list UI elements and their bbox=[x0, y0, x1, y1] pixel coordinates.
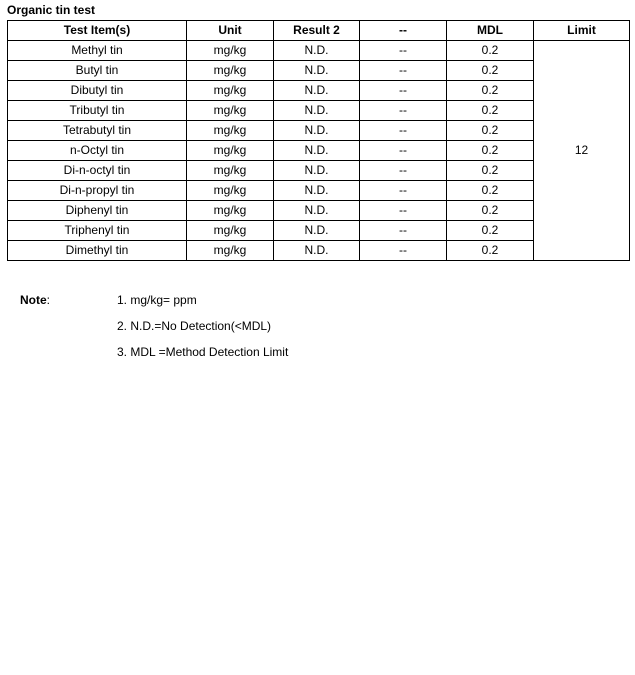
unit-cell: mg/kg bbox=[187, 161, 274, 181]
result-cell: N.D. bbox=[274, 161, 360, 181]
column-header-test-item: Test Item(s) bbox=[8, 21, 187, 41]
test-item-cell: Tetrabutyl tin bbox=[8, 121, 187, 141]
unit-cell: mg/kg bbox=[187, 221, 274, 241]
unit-cell: mg/kg bbox=[187, 41, 274, 61]
column-header-limit: Limit bbox=[534, 21, 630, 41]
mdl-cell: 0.2 bbox=[447, 81, 534, 101]
test-item-cell: Dibutyl tin bbox=[8, 81, 187, 101]
mdl-cell: 0.2 bbox=[447, 221, 534, 241]
dash-cell: -- bbox=[360, 241, 447, 261]
dash-cell: -- bbox=[360, 181, 447, 201]
result-cell: N.D. bbox=[274, 141, 360, 161]
unit-cell: mg/kg bbox=[187, 61, 274, 81]
mdl-cell: 0.2 bbox=[447, 181, 534, 201]
note-label bbox=[20, 293, 50, 308]
unit-cell: mg/kg bbox=[187, 201, 274, 221]
test-item-cell: Methyl tin bbox=[8, 41, 187, 61]
notes-list bbox=[117, 293, 288, 371]
dash-cell: -- bbox=[360, 81, 447, 101]
unit-cell: mg/kg bbox=[187, 81, 274, 101]
mdl-cell: 0.2 bbox=[447, 241, 534, 261]
dash-cell: -- bbox=[360, 201, 447, 221]
note-item: 3. MDL =Method Detection Limit bbox=[117, 345, 289, 359]
table-row bbox=[8, 41, 630, 61]
result-cell: N.D. bbox=[274, 201, 360, 221]
test-item-cell: Dimethyl tin bbox=[8, 241, 187, 261]
mdl-cell: 0.2 bbox=[447, 121, 534, 141]
note-label-text: Note bbox=[20, 293, 47, 307]
unit-cell: mg/kg bbox=[187, 181, 274, 201]
test-item-cell: n-Octyl tin bbox=[8, 141, 187, 161]
limit-cell: 12 bbox=[534, 41, 630, 261]
unit-cell: mg/kg bbox=[187, 101, 274, 121]
column-header-mdl: MDL bbox=[447, 21, 534, 41]
table-header-row bbox=[8, 21, 630, 41]
test-item-cell: Di-n-propyl tin bbox=[8, 181, 187, 201]
mdl-cell: 0.2 bbox=[447, 41, 534, 61]
result-cell: N.D. bbox=[274, 61, 360, 81]
test-item-cell: Triphenyl tin bbox=[8, 221, 187, 241]
test-item-cell: Butyl tin bbox=[8, 61, 187, 81]
unit-cell: mg/kg bbox=[187, 121, 274, 141]
mdl-cell: 0.2 bbox=[447, 61, 534, 81]
column-header-dash: -- bbox=[360, 21, 447, 41]
note-label-separator: : bbox=[46, 293, 51, 307]
page-title: Organic tin test bbox=[7, 3, 96, 17]
column-header-unit: Unit bbox=[187, 21, 274, 41]
unit-cell: mg/kg bbox=[187, 141, 274, 161]
dash-cell: -- bbox=[360, 161, 447, 181]
results-table bbox=[7, 20, 630, 261]
column-header-result: Result 2 bbox=[274, 21, 360, 41]
result-cell: N.D. bbox=[274, 121, 360, 141]
dash-cell: -- bbox=[360, 121, 447, 141]
note-item: 1. mg/kg= ppm bbox=[117, 293, 197, 307]
mdl-cell: 0.2 bbox=[447, 161, 534, 181]
result-cell: N.D. bbox=[274, 221, 360, 241]
test-item-cell: Di-n-octyl tin bbox=[8, 161, 187, 181]
mdl-cell: 0.2 bbox=[447, 201, 534, 221]
result-cell: N.D. bbox=[274, 81, 360, 101]
note-item: 2. N.D.=No Detection(<MDL) bbox=[117, 319, 272, 333]
mdl-cell: 0.2 bbox=[447, 141, 534, 161]
result-cell: N.D. bbox=[274, 101, 360, 121]
test-item-cell: Diphenyl tin bbox=[8, 201, 187, 221]
dash-cell: -- bbox=[360, 41, 447, 61]
dash-cell: -- bbox=[360, 61, 447, 81]
result-cell: N.D. bbox=[274, 241, 360, 261]
dash-cell: -- bbox=[360, 141, 447, 161]
result-cell: N.D. bbox=[274, 41, 360, 61]
dash-cell: -- bbox=[360, 101, 447, 121]
test-item-cell: Tributyl tin bbox=[8, 101, 187, 121]
dash-cell: -- bbox=[360, 221, 447, 241]
mdl-cell: 0.2 bbox=[447, 101, 534, 121]
result-cell: N.D. bbox=[274, 181, 360, 201]
unit-cell: mg/kg bbox=[187, 241, 274, 261]
